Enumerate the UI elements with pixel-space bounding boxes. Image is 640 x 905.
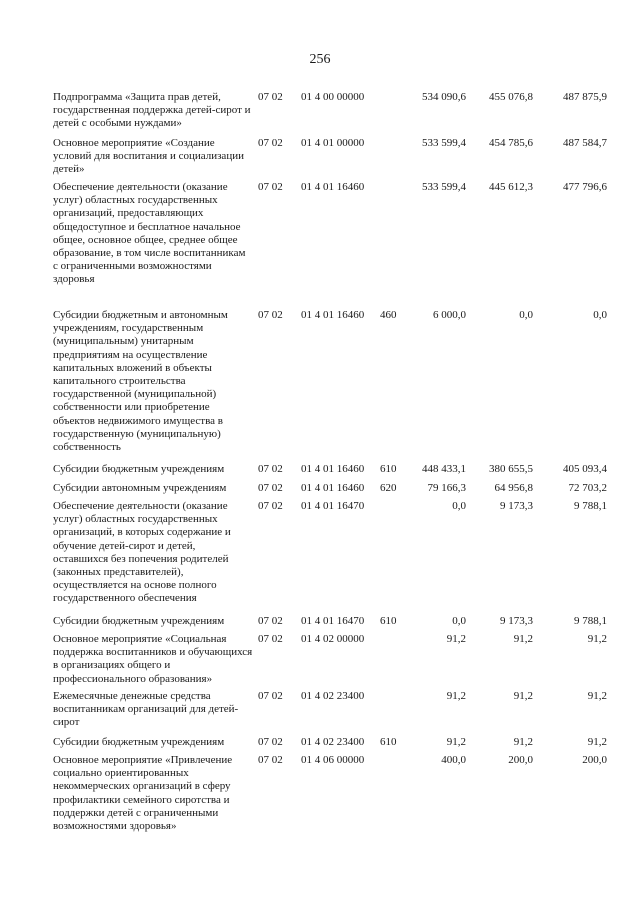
row-value-year3: 72 703,2 (568, 482, 607, 494)
row-target-code: 01 4 02 00000 (301, 633, 365, 645)
row-value-year2: 91,2 (513, 736, 533, 748)
row-value-year3: 487 584,7 (563, 137, 607, 149)
row-name: Субсидии бюджетным учреждениям (53, 615, 225, 627)
row-section-code: 07 02 (258, 91, 283, 103)
row-value-year1: 6 000,0 (433, 309, 466, 321)
row-value-year3: 91,2 (587, 633, 607, 645)
row-name: Субсидии автономным учреждениям (53, 482, 227, 494)
row-value-year1: 91,2 (446, 690, 466, 702)
row-expense-type: 610 (380, 736, 397, 748)
row-value-year1: 400,0 (441, 754, 466, 766)
row-section-code: 07 02 (258, 633, 283, 645)
row-value-year3: 200,0 (582, 754, 607, 766)
row-section-code: 07 02 (258, 309, 283, 321)
row-section-code: 07 02 (258, 463, 283, 475)
row-name: Подпрограмма «Защита прав детей, государственная поддержка детей-сирот и детей с особыми нуждами» (53, 91, 251, 130)
row-value-year2: 91,2 (513, 633, 533, 645)
row-value-year1: 533 599,4 (422, 137, 466, 149)
row-value-year1: 448 433,1 (422, 463, 466, 475)
row-section-code: 07 02 (258, 690, 283, 702)
row-value-year2: 454 785,6 (489, 137, 533, 149)
row-name: Субсидии бюджетным учреждениям (53, 463, 225, 475)
row-section-code: 07 02 (258, 482, 283, 494)
row-name: Обеспечение деятельности (оказание услуг) областных государственных организаций, в которых содержание и обучение детей-сирот и детей, оставшихся без попечения родителей (законных представителей), осуществляется на основе полного государственного обеспечения (53, 500, 231, 605)
row-target-code: 01 4 02 23400 (301, 690, 365, 702)
row-value-year3: 91,2 (587, 690, 607, 702)
row-value-year2: 200,0 (508, 754, 533, 766)
row-expense-type: 620 (380, 482, 397, 494)
row-value-year1: 0,0 (452, 500, 466, 512)
row-name: Основное мероприятие «Создание условий для воспитания и социализации детей» (53, 137, 244, 176)
row-section-code: 07 02 (258, 736, 283, 748)
row-value-year3: 9 788,1 (574, 500, 607, 512)
row-value-year1: 0,0 (452, 615, 466, 627)
row-name: Субсидии бюджетным учреждениям (53, 736, 225, 748)
row-value-year1: 91,2 (446, 736, 466, 748)
row-name: Основное мероприятие «Социальная поддержка воспитанников и обучающихся в организациях общего и профессионального образования» (53, 633, 253, 685)
row-target-code: 01 4 01 16460 (301, 463, 365, 475)
row-name: Основное мероприятие «Привлечение социально ориентированных некоммерческих организаций в сферу профилактики семейного сиротства и поддержки детей с ограниченными возможностями здоровья» (53, 754, 233, 833)
row-value-year3: 91,2 (587, 736, 607, 748)
row-name: Субсидии бюджетным и автономным учреждениям, государственным (муниципальным) унитарным предприятиям на осуществление капитальных вложений в объекты капитального строительства государственной (муниципальной) собственности или приобретение объектов недвижимого имущества в государственную (муниципальную) собственность (53, 309, 228, 454)
row-section-code: 07 02 (258, 181, 283, 193)
row-value-year1: 79 166,3 (427, 482, 466, 494)
row-section-code: 07 02 (258, 615, 283, 627)
row-target-code: 01 4 01 16470 (301, 500, 365, 512)
row-expense-type: 610 (380, 615, 397, 627)
row-value-year2: 380 655,5 (489, 463, 533, 475)
row-target-code: 01 4 01 16460 (301, 181, 365, 193)
row-target-code: 01 4 01 16460 (301, 309, 365, 321)
row-target-code: 01 4 00 00000 (301, 91, 365, 103)
row-name: Обеспечение деятельности (оказание услуг) областных государственных организаций, предоставляющих общедоступное и бесплатное начальное общее, основное общее, среднее общее образование, в том числе воспитанникам с ограниченными возможностями здоровья (53, 181, 246, 286)
row-target-code: 01 4 02 23400 (301, 736, 365, 748)
row-value-year2: 0,0 (519, 309, 533, 321)
row-value-year3: 477 796,6 (563, 181, 607, 193)
row-name: Ежемесячные денежные средства воспитанникам организаций для детей-сирот (53, 690, 239, 729)
row-value-year2: 91,2 (513, 690, 533, 702)
page-number: 256 (309, 52, 331, 67)
row-value-year2: 9 173,3 (500, 615, 533, 627)
row-value-year2: 64 956,8 (494, 482, 533, 494)
row-value-year2: 9 173,3 (500, 500, 533, 512)
row-value-year3: 0,0 (593, 309, 607, 321)
row-expense-type: 610 (380, 463, 397, 475)
row-value-year2: 445 612,3 (489, 181, 533, 193)
row-value-year1: 534 090,6 (422, 91, 466, 103)
row-value-year1: 533 599,4 (422, 181, 466, 193)
row-section-code: 07 02 (258, 137, 283, 149)
row-value-year2: 455 076,8 (489, 91, 533, 103)
row-value-year3: 9 788,1 (574, 615, 607, 627)
row-value-year1: 91,2 (446, 633, 466, 645)
row-value-year3: 405 093,4 (563, 463, 607, 475)
row-value-year3: 487 875,9 (563, 91, 607, 103)
row-target-code: 01 4 01 16460 (301, 482, 365, 494)
row-section-code: 07 02 (258, 500, 283, 512)
row-section-code: 07 02 (258, 754, 283, 766)
row-target-code: 01 4 01 00000 (301, 137, 365, 149)
row-expense-type: 460 (380, 309, 397, 321)
row-target-code: 01 4 01 16470 (301, 615, 365, 627)
row-target-code: 01 4 06 00000 (301, 754, 365, 766)
